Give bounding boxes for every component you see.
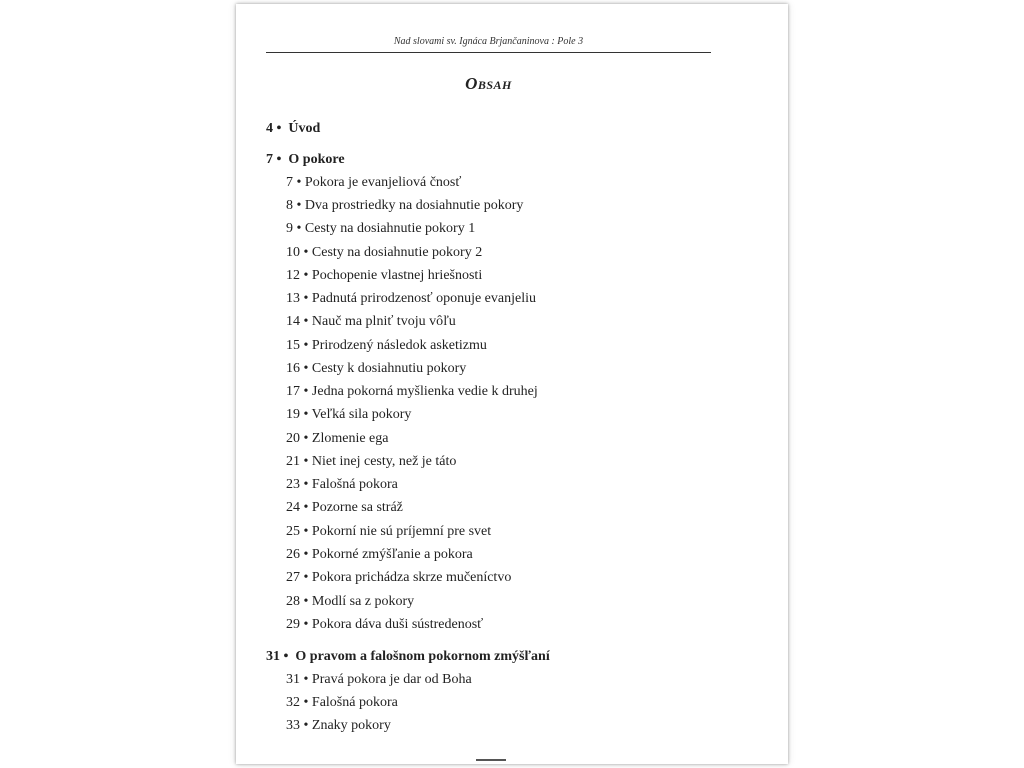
toc-entry-title: Pokora prichádza skrze mučeníctvo [311,570,512,585]
bullet-icon: • [303,314,309,329]
bullet-icon: • [283,649,289,664]
toc-entry [286,360,466,378]
bullet-icon: • [303,361,309,376]
bullet-icon: • [303,268,309,283]
toc-page-number: 33 [286,718,300,733]
toc-entry [286,244,482,262]
toc-entry [286,569,511,587]
bullet-icon: • [303,384,309,399]
toc-entry [286,593,414,611]
header-rule [266,52,711,53]
bullet-icon: • [303,594,309,609]
toc-entry [286,313,456,331]
page-title-text: Obsah [465,74,512,93]
toc-page-number: 16 [286,361,300,376]
bullet-icon: • [303,500,309,515]
bullet-icon: • [303,477,309,492]
running-header: Nad slovami sv. Ignáca Brjančaninova : Pole 3 [393,36,584,47]
toc-entry [286,220,475,238]
toc-entry-title: Pokora je evanjeliová čnosť [304,175,462,190]
toc-entry-title: Falošná pokora [311,695,398,710]
toc-entry [286,290,536,308]
toc-entry [286,453,456,471]
toc-entry [286,671,472,689]
toc-entry-title: Padnutá prirodzenosť oponuje evanjeliu [311,291,536,306]
toc-page-number: 25 [286,524,300,539]
toc-chapter-title: Úvod [288,121,321,136]
bullet-icon: • [296,175,302,190]
toc-entry-title: Pokorné zmýšľanie a pokora [311,547,473,562]
toc-page-number: 17 [286,384,300,399]
toc-entry-title: Niet inej cesty, než je táto [311,454,457,469]
toc-entry-title: Cesty k dosiahnutiu pokory [311,361,467,376]
toc-page-number: 14 [286,314,300,329]
toc-page-number: 8 [286,198,293,213]
toc-page-number: 26 [286,547,300,562]
toc-entry-title: Falošná pokora [311,477,398,492]
toc-page-number: 20 [286,431,300,446]
toc-page-number: 32 [286,695,300,710]
toc-entry-title: Zlomenie ega [311,431,389,446]
toc-page-number: 27 [286,570,300,585]
toc-entry [286,430,388,448]
toc-entry [286,546,473,564]
bullet-icon: • [303,245,309,260]
bullet-icon: • [303,617,309,632]
toc-entry-title: Pozorne sa stráž [311,500,403,515]
toc-entry [286,197,523,215]
toc-page-number: 28 [286,594,300,609]
toc-chapter-title: O pokore [288,152,345,167]
document-page [236,4,788,764]
toc-entry [286,616,483,634]
toc-page-number: 15 [286,338,300,353]
toc-page-number: 21 [286,454,300,469]
toc-page-number: 7 [286,175,293,190]
footer-mark [476,759,506,761]
toc-entry-title: Jedna pokorná myšlienka vedie k druhej [311,384,538,399]
toc-page-number: 13 [286,291,300,306]
toc-page-number: 19 [286,407,300,422]
toc-page-number: 9 [286,221,293,236]
toc-page-number: 10 [286,245,300,260]
toc-entry [286,383,538,401]
bullet-icon: • [303,291,309,306]
bullet-icon: • [303,672,309,687]
bullet-icon: • [276,152,282,167]
bullet-icon: • [303,407,309,422]
toc-page-number: 31 [286,672,300,687]
toc-page-number: 7 [266,152,273,167]
toc-entry [286,523,491,541]
toc-entry [286,174,461,192]
toc-chapter-title: O pravom a falošnom pokornom zmýšľaní [295,649,550,664]
bullet-icon: • [303,454,309,469]
toc-entry-title: Cesty na dosiahnutie pokory 2 [311,245,483,260]
toc-entry [286,406,411,424]
bullet-icon: • [303,718,309,733]
toc-entry-title: Znaky pokory [311,718,391,733]
toc-chapter [266,151,345,169]
toc-entry-title: Pochopenie vlastnej hriešnosti [311,268,483,283]
toc-entry-title: Veľká sila pokory [311,407,412,422]
toc-page-number: 31 [266,649,280,664]
toc-page-number: 29 [286,617,300,632]
toc-entry-title: Cesty na dosiahnutie pokory 1 [304,221,476,236]
toc-page-number: 23 [286,477,300,492]
bullet-icon: • [276,121,282,136]
bullet-icon: • [303,547,309,562]
toc-entry [286,694,398,712]
toc-chapter [266,648,550,666]
page-title [266,74,711,94]
toc-page-number: 24 [286,500,300,515]
toc-entry [286,337,487,355]
toc-entry-title: Pokorní nie sú príjemní pre svet [311,524,492,539]
bullet-icon: • [296,198,302,213]
toc-entry-title: Pravá pokora je dar od Boha [311,672,472,687]
toc-entry [286,499,403,517]
bullet-icon: • [303,570,309,585]
bullet-icon: • [303,338,309,353]
toc-page-number: 12 [286,268,300,283]
bullet-icon: • [303,695,309,710]
toc-entry [286,717,391,735]
toc-entry-title: Pokora dáva duši sústredenosť [311,617,484,632]
toc-entry-title: Dva prostriedky na dosiahnutie pokory [304,198,524,213]
bullet-icon: • [296,221,302,236]
bullet-icon: • [303,524,309,539]
toc-entry-title: Nauč ma plniť tvoju vôľu [311,314,456,329]
bullet-icon: • [303,431,309,446]
toc-entry [286,267,482,285]
toc-chapter [266,120,320,138]
toc-entry-title: Modlí sa z pokory [311,594,415,609]
toc-page-number: 4 [266,121,273,136]
toc-entry-title: Prirodzený následok asketizmu [311,338,487,353]
toc-entry [286,476,398,494]
